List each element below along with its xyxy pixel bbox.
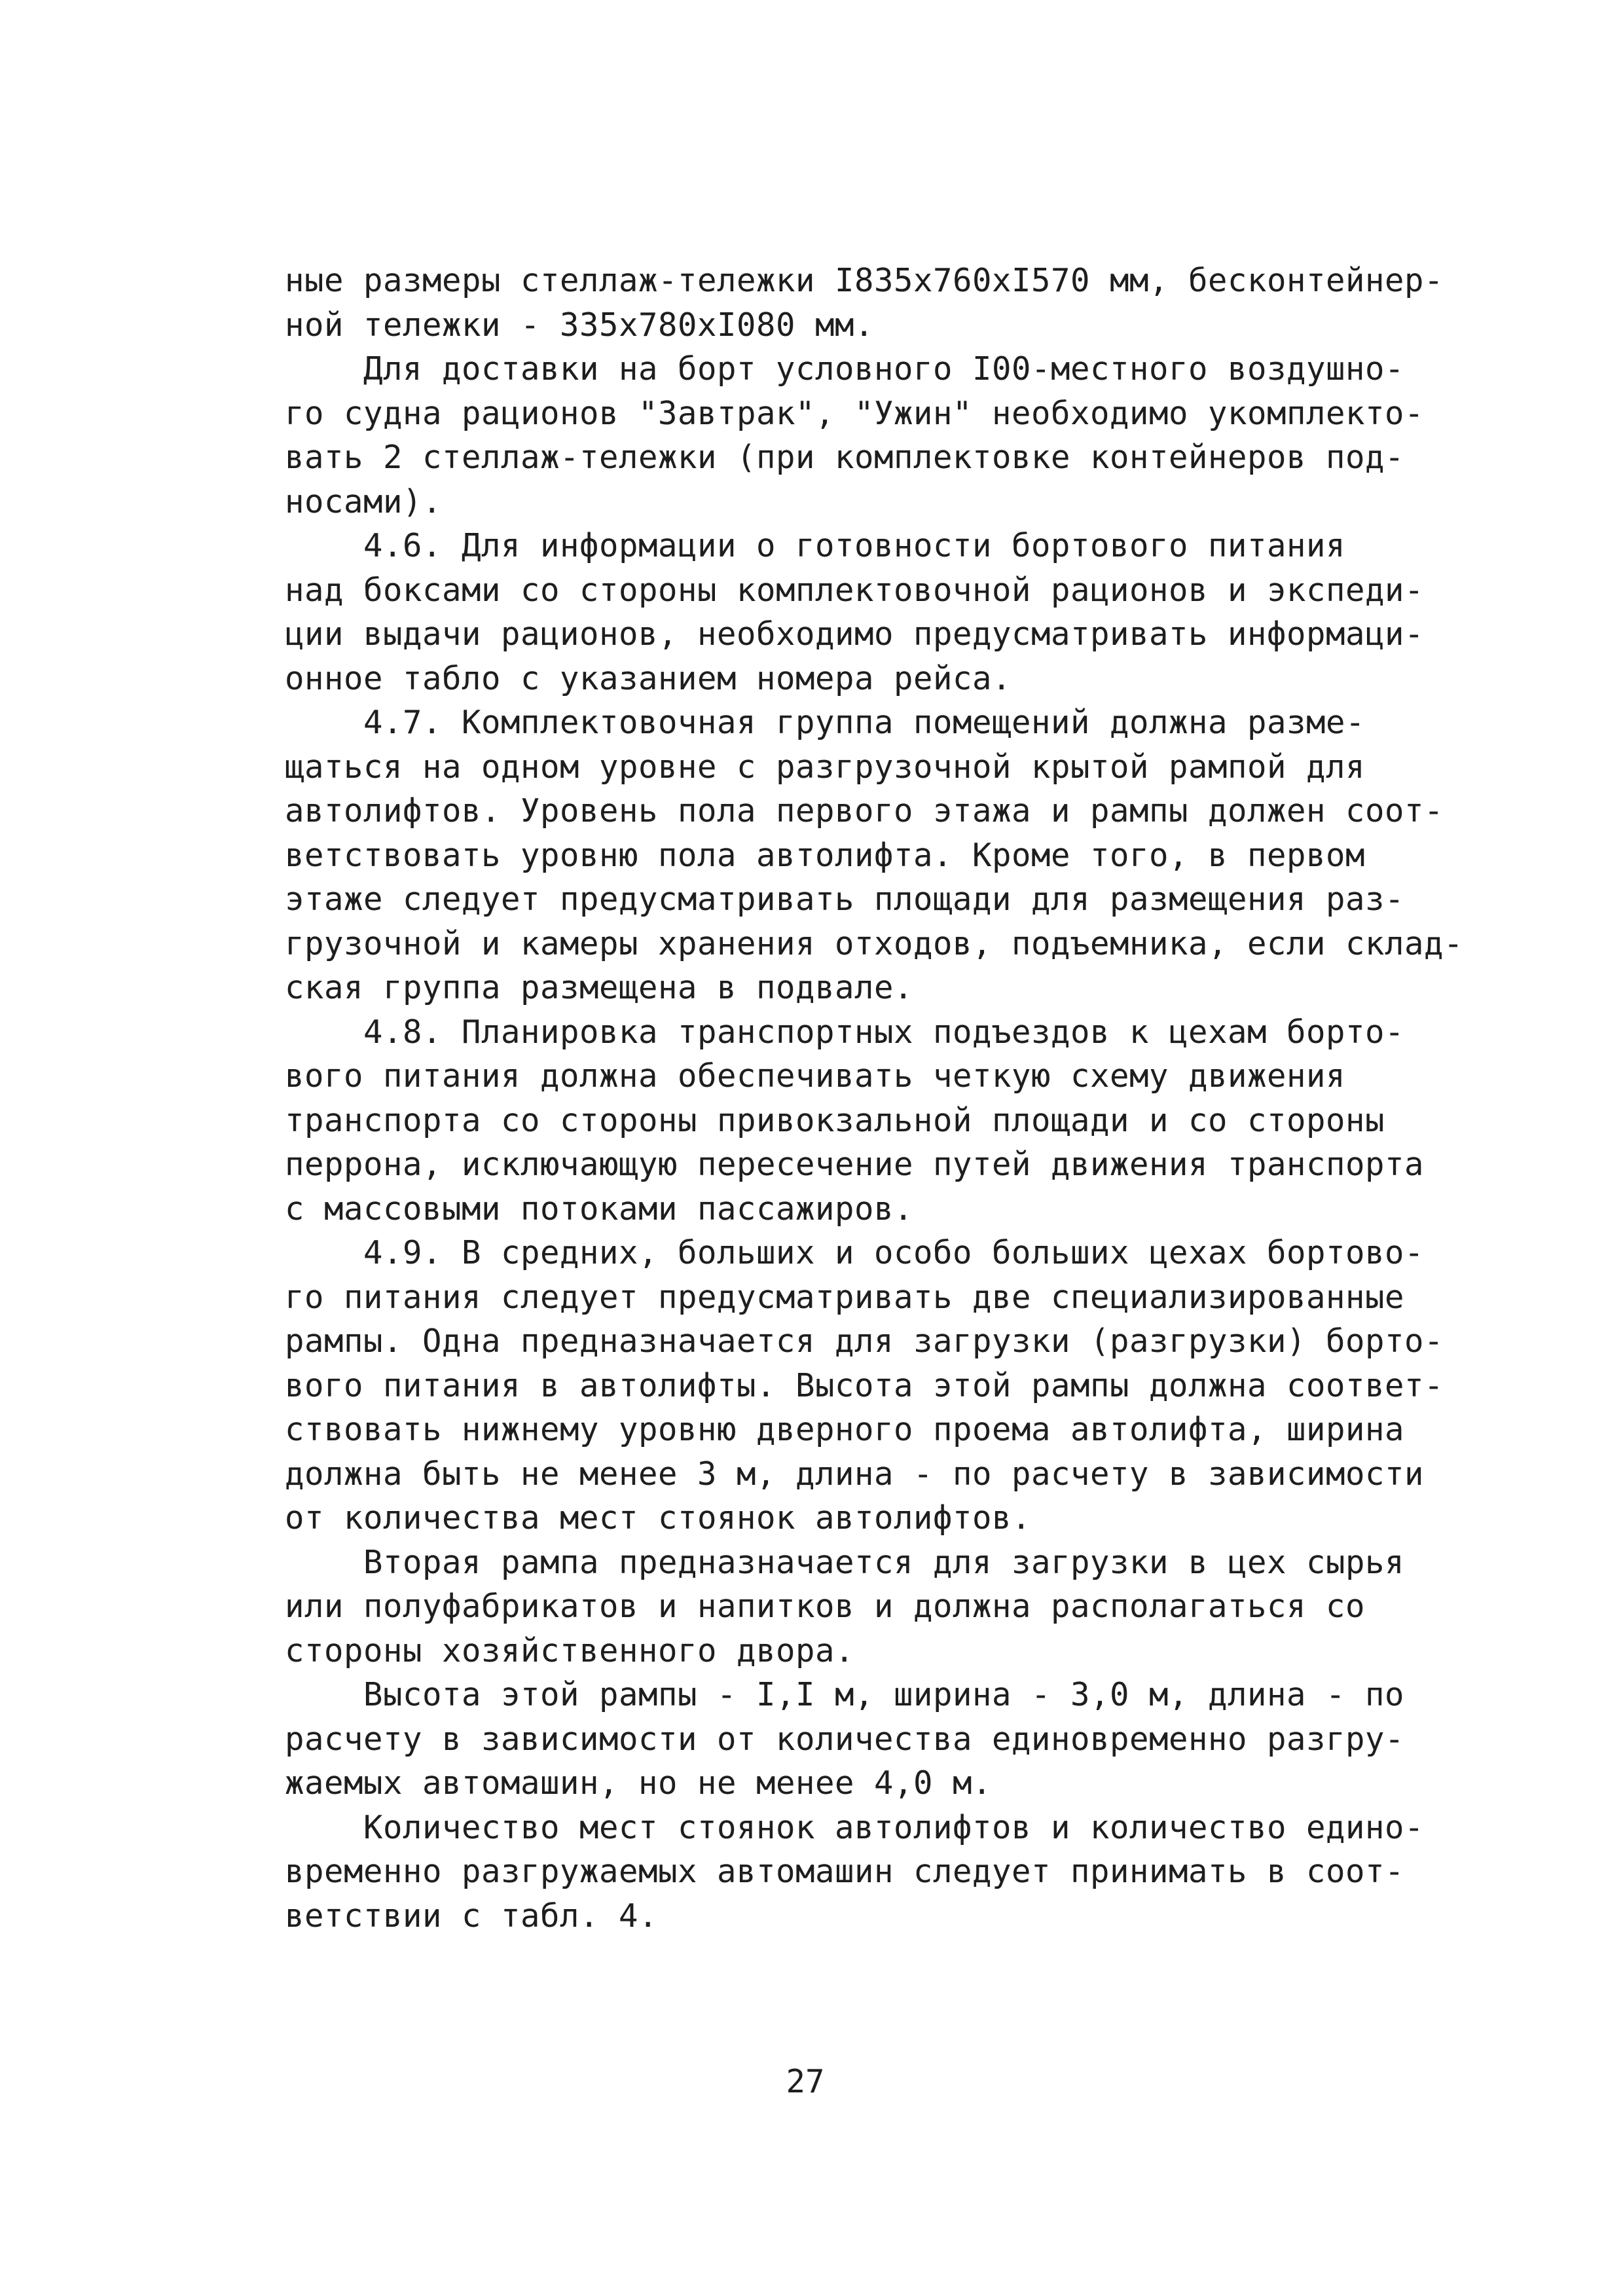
text-line: 4.7. Комплектовочная группа помещений должна разме- bbox=[285, 704, 1366, 741]
text-line: 4.6. Для информации о готовности бортового питания bbox=[285, 527, 1346, 564]
text-line: должна быть не менее 3 м, длина - по расчету в зависимости bbox=[285, 1455, 1425, 1493]
text-line: с массовыми потоками пассажиров. bbox=[285, 1190, 914, 1228]
text-line: вого питания должна обеспечивать четкую схему движения bbox=[285, 1057, 1346, 1095]
text-line: перрона, исключающую пересечение путей движения транспорта bbox=[285, 1146, 1425, 1183]
text-line: щаться на одном уровне с разгрузочной крытой рампой для bbox=[285, 748, 1366, 786]
text-line: над боксами со стороны комплектовочной рационов и экспеди- bbox=[285, 571, 1425, 609]
body-text bbox=[285, 259, 1464, 1938]
text-line: жаемых автомашин, но не менее 4,0 м. bbox=[285, 1764, 993, 1802]
text-line: онное табло с указанием номера рейса. bbox=[285, 659, 1012, 697]
text-line: автолифтов. Уровень пола первого этажа и рампы должен соот- bbox=[285, 792, 1444, 829]
text-line: расчету в зависимости от количества единовременно разгру- bbox=[285, 1720, 1405, 1758]
text-line: Количество мест стоянок автолифтов и количество едино- bbox=[285, 1808, 1425, 1846]
text-line: Высота этой рампы - I,I м, ширина - 3,0 м, длина - по bbox=[285, 1676, 1405, 1713]
text-line: стороны хозяйственного двора. bbox=[285, 1631, 855, 1669]
text-line: ветствии с табл. 4. bbox=[285, 1897, 659, 1935]
text-line: рампы. Одна предназначается для загрузки (разгрузки) борто- bbox=[285, 1322, 1444, 1360]
text-line: от количества мест стоянок автолифтов. bbox=[285, 1499, 1032, 1537]
text-line: ветствовать уровню пола автолифта. Кроме того, в первом bbox=[285, 836, 1366, 874]
text-line: го питания следует предусматривать две специализированные bbox=[285, 1278, 1405, 1316]
text-line: временно разгружаемых автомашин следует принимать в соот- bbox=[285, 1853, 1405, 1890]
text-line: транспорта со стороны привокзальной площади и со стороны bbox=[285, 1101, 1385, 1139]
text-line: ции выдачи рационов, необходимо предусматривать информаци- bbox=[285, 615, 1425, 653]
text-line: ствовать нижнему уровню дверного проема автолифта, ширина bbox=[285, 1411, 1405, 1448]
text-line: го судна рационов "Завтрак", "Ужин" необходимо укомплекто- bbox=[285, 394, 1425, 432]
page-number: 27 bbox=[786, 2063, 825, 2100]
text-line: Для доставки на борт условного I00-местного воздушно- bbox=[285, 350, 1405, 388]
text-line: 4.8. Планировка транспортных подъездов к цехам борто- bbox=[285, 1013, 1405, 1051]
text-line: носами). bbox=[285, 483, 443, 520]
text-line: вать 2 стеллаж-тележки (при комплектовке контейнеров под- bbox=[285, 439, 1405, 476]
text-line: ной тележки - 335x780xI080 мм. bbox=[285, 306, 875, 344]
text-line: ская группа размещена в подвале. bbox=[285, 969, 914, 1006]
text-line: ные размеры стеллаж-тележки I835x760xI570 мм, бесконтейнер- bbox=[285, 262, 1444, 299]
text-line: 4.9. В средних, больших и особо больших цехах бортово- bbox=[285, 1234, 1425, 1271]
text-line: или полуфабрикатов и напитков и должна располагаться со bbox=[285, 1588, 1366, 1625]
text-line: вого питания в автолифты. Высота этой рампы должна соответ- bbox=[285, 1366, 1444, 1404]
text-line: Вторая рампа предназначается для загрузки в цех сырья bbox=[285, 1543, 1405, 1581]
text-line: этаже следует предусматривать площади для размещения раз- bbox=[285, 881, 1405, 918]
text-line: грузочной и камеры хранения отходов, подъемника, если склад- bbox=[285, 924, 1464, 962]
